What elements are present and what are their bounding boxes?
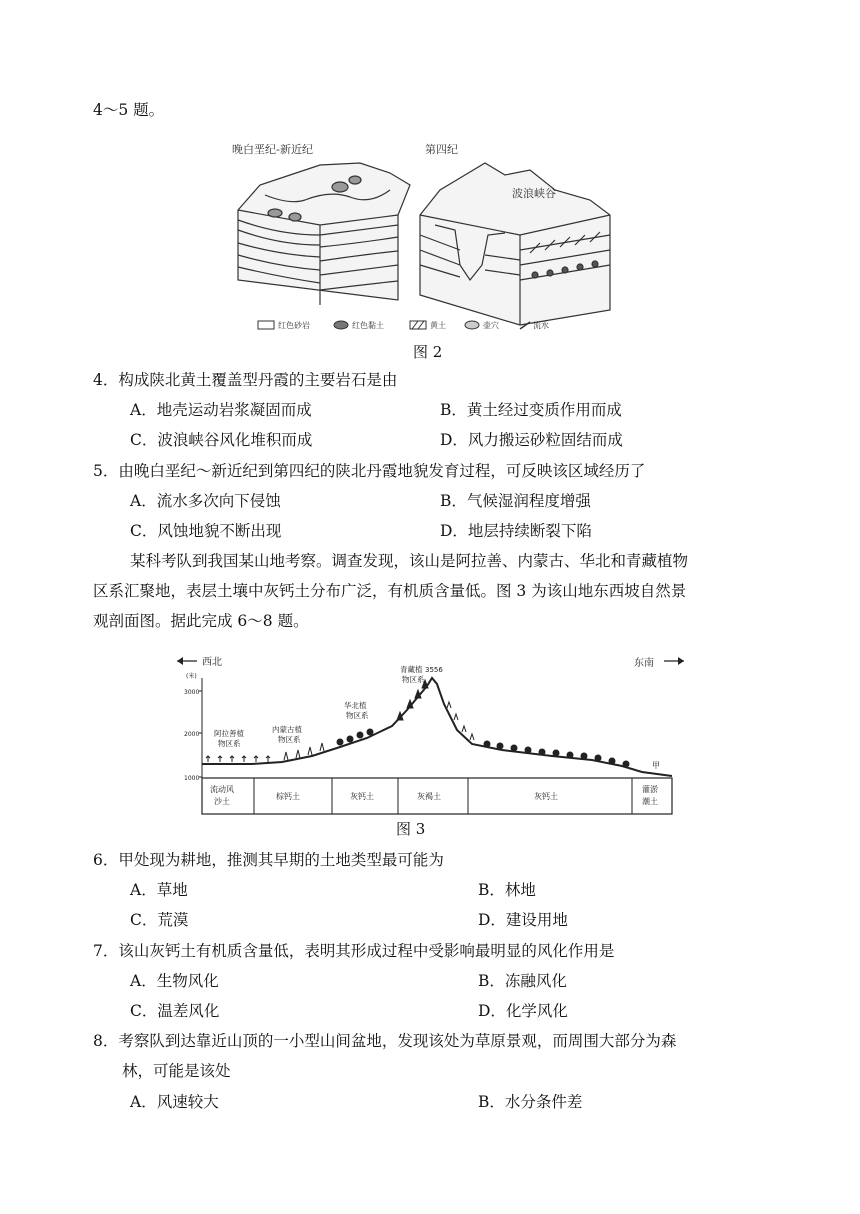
svg-text:黄土: 黄土 (430, 321, 446, 330)
figure-2-caption: 图 2 (413, 343, 443, 361)
svg-text:(米): (米) (186, 673, 197, 680)
fig2-valley-label: 波浪峡谷 (512, 187, 556, 200)
svg-text:阿拉善植物区系: 阿拉善植物区系 (214, 729, 244, 748)
svg-text:3000: 3000 (184, 689, 200, 696)
svg-text:华北植物区系: 华北植物区系 (344, 701, 369, 720)
q8-option-a: A．风速较大 (130, 1093, 219, 1111)
figure-2 (220, 135, 640, 340)
q6-option-d: D．建设用地 (478, 911, 568, 929)
intro-tail: 4～5 题。 (93, 101, 165, 119)
svg-text:红色砂岩: 红色砂岩 (278, 321, 310, 330)
q5-option-b: B．气候湿润程度增强 (440, 492, 591, 510)
svg-text:棕钙土: 棕钙土 (276, 792, 300, 801)
svg-text:1000: 1000 (184, 775, 200, 782)
q8-option-b: B．水分条件差 (478, 1093, 583, 1111)
q4-option-d: D．风力搬运砂粒固结而成 (440, 431, 623, 449)
figure-3-caption: 图 3 (396, 820, 426, 838)
material-line-3: 观剖面图。据此完成 6～8 题。 (93, 612, 309, 630)
material-line-1: 某科考队到我国某山地考察。调查发现，该山是阿拉善、内蒙古、华北和青藏植物 (130, 552, 689, 570)
q7-option-c: C．温差风化 (130, 1002, 220, 1020)
q4-option-c: C．波浪峡谷风化堆积而成 (130, 431, 313, 449)
q7-option-d: D．化学风化 (478, 1002, 568, 1020)
svg-text:流动风沙土: 流动风沙土 (210, 785, 234, 806)
svg-text:青藏植物区系: 青藏植物区系 (400, 665, 425, 684)
question-4-stem: 4．构成陕北黄土覆盖型丹霞的主要岩石是由 (93, 371, 398, 389)
q5-option-d: D．地层持续断裂下陷 (440, 522, 592, 540)
svg-text:灌淤潮土: 灌淤潮土 (642, 785, 658, 806)
question-5-stem: 5．由晚白垩纪～新近纪到第四纪的陕北丹霞地貌发育过程，可反映该区域经历了 (93, 462, 646, 480)
fig2-legend (258, 320, 549, 330)
q4-option-a: A．地壳运动岩浆凝固而成 (130, 401, 312, 419)
svg-text:灰褐土: 灰褐土 (417, 792, 441, 801)
q6-option-b: B．林地 (478, 881, 536, 899)
q5-option-a: A．流水多次向下侵蚀 (130, 492, 281, 510)
question-6-stem: 6．甲处现为耕地，推测其早期的土地类型最可能为 (93, 851, 444, 869)
q7-option-a: A．生物风化 (130, 972, 219, 990)
svg-text:红色黏土: 红色黏土 (352, 321, 384, 330)
fig2-left-title: 晚白垩纪-新近纪 (232, 143, 313, 156)
material-line-2: 区系汇聚地，表层土壤中灰钙土分布广泛，有机质含量低。图 3 为该山地东西坡自然景 (93, 582, 687, 600)
question-7-stem: 7．该山灰钙土有机质含量低，表明其形成过程中受影响最明显的风化作用是 (93, 942, 615, 960)
svg-text:甲: 甲 (652, 761, 660, 770)
svg-text:灰钙土: 灰钙土 (534, 792, 558, 801)
q6-option-a: A．草地 (130, 881, 188, 899)
fig2-right-title: 第四纪 (425, 143, 458, 156)
question-8-stem: 8．考察队到达靠近山顶的一小型山间盆地，发现该处为草原景观，而周围大部分为森 (93, 1032, 677, 1050)
q7-option-b: B．冻融风化 (478, 972, 567, 990)
fig3-east: 东南 (634, 658, 654, 669)
svg-text:灰钙土: 灰钙土 (350, 792, 374, 801)
svg-text:流水: 流水 (533, 321, 549, 330)
question-8-stem-cont: 林，可能是该处 (122, 1062, 231, 1080)
svg-text:2000: 2000 (184, 731, 200, 738)
svg-text:壶穴: 壶穴 (483, 321, 499, 330)
svg-text:内蒙古植物区系: 内蒙古植物区系 (272, 725, 302, 744)
q6-option-c: C．荒漠 (130, 911, 189, 929)
left-block-diagram (238, 163, 410, 305)
q4-option-b: B．黄土经过变质作用而成 (440, 401, 622, 419)
figure-3 (172, 652, 692, 820)
svg-text:3556: 3556 (425, 666, 443, 674)
q5-option-c: C．风蚀地貌不断出现 (130, 522, 282, 540)
fig3-west: 西北 (202, 657, 222, 668)
